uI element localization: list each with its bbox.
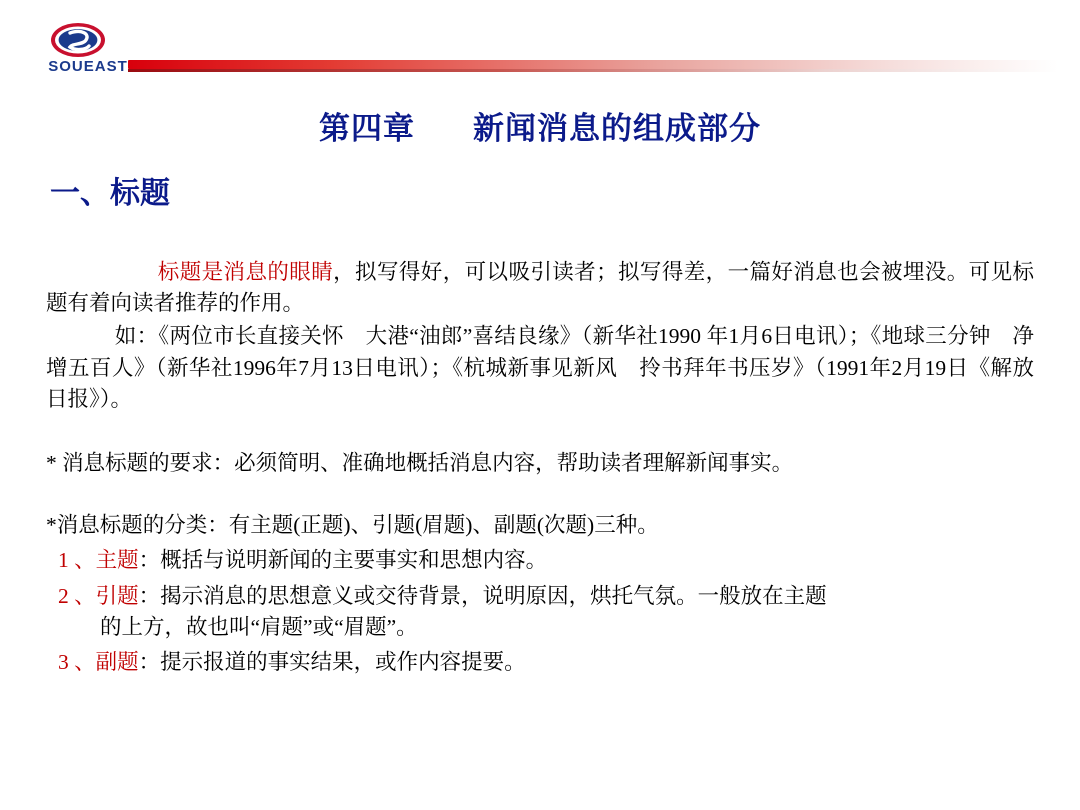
body-text (46, 257, 1034, 678)
paragraph-lead-highlight: 标题是消息的眼睛 (157, 260, 334, 284)
list-item-continuation: 的上方，故也叫“肩题”或“眉题”。 (100, 614, 418, 639)
list-item (58, 647, 1034, 678)
header-accent-bar-thin (128, 69, 1058, 72)
chapter-label: 第四章 (319, 111, 415, 146)
list-item-term: 引题 (95, 583, 139, 608)
list-item-text: ：揭示消息的思想意义或交待背景，说明原因，烘托气氛。一般放在主题 (138, 583, 827, 608)
list-item-text: ：概括与说明新闻的主要事实和思想内容。 (138, 548, 548, 573)
list-item-text: ：提示报道的事实结果，或作内容提要。 (138, 649, 526, 674)
paragraph-lead (46, 257, 1034, 319)
slide-content (0, 95, 1080, 678)
classification-note: *消息标题的分类：有主题(正题)、引题(眉题)、副题(次题)三种。 (46, 513, 659, 538)
logo (38, 22, 138, 78)
list-item-term: 副题 (95, 649, 139, 674)
list-item (58, 581, 1034, 643)
requirement-note: * 消息标题的要求：必须简明、准确地概括消息内容，帮助读者理解新闻事实。 (46, 450, 794, 475)
logo-text: SOUEAST (48, 58, 128, 75)
paragraph-examples: 如：《两位市长直接关怀 大港“油郎”喜结良缘》（新华社1990 年1月6日电讯）；《地球三分钟 净增五百人》（新华社1996年7月13日电讯）；《杭城新事见新风 拎书拜年书压岁》（1991年2月19日《解放日报》）。 (46, 324, 1034, 411)
list-item (58, 545, 1034, 576)
list-item-number: 3 、 (58, 649, 96, 674)
list-item-number: 2 、 (58, 583, 96, 608)
list-item-number: 1 、 (58, 548, 96, 573)
page-title (0, 103, 1080, 148)
soueast-emblem-icon (50, 22, 106, 58)
list-item-term: 主题 (95, 548, 139, 573)
chapter-title-text: 新闻消息的组成部分 (473, 111, 761, 146)
slide-header (0, 0, 1080, 90)
paragraph-lead-rest: ，拟写得好，可以吸引读者；拟写得差，一篇好消息也会被埋没。可见标题有着向读者推荐的作用。 (46, 260, 1034, 316)
header-accent-bar (128, 60, 1058, 69)
section-heading: 一、标题 (50, 177, 170, 210)
